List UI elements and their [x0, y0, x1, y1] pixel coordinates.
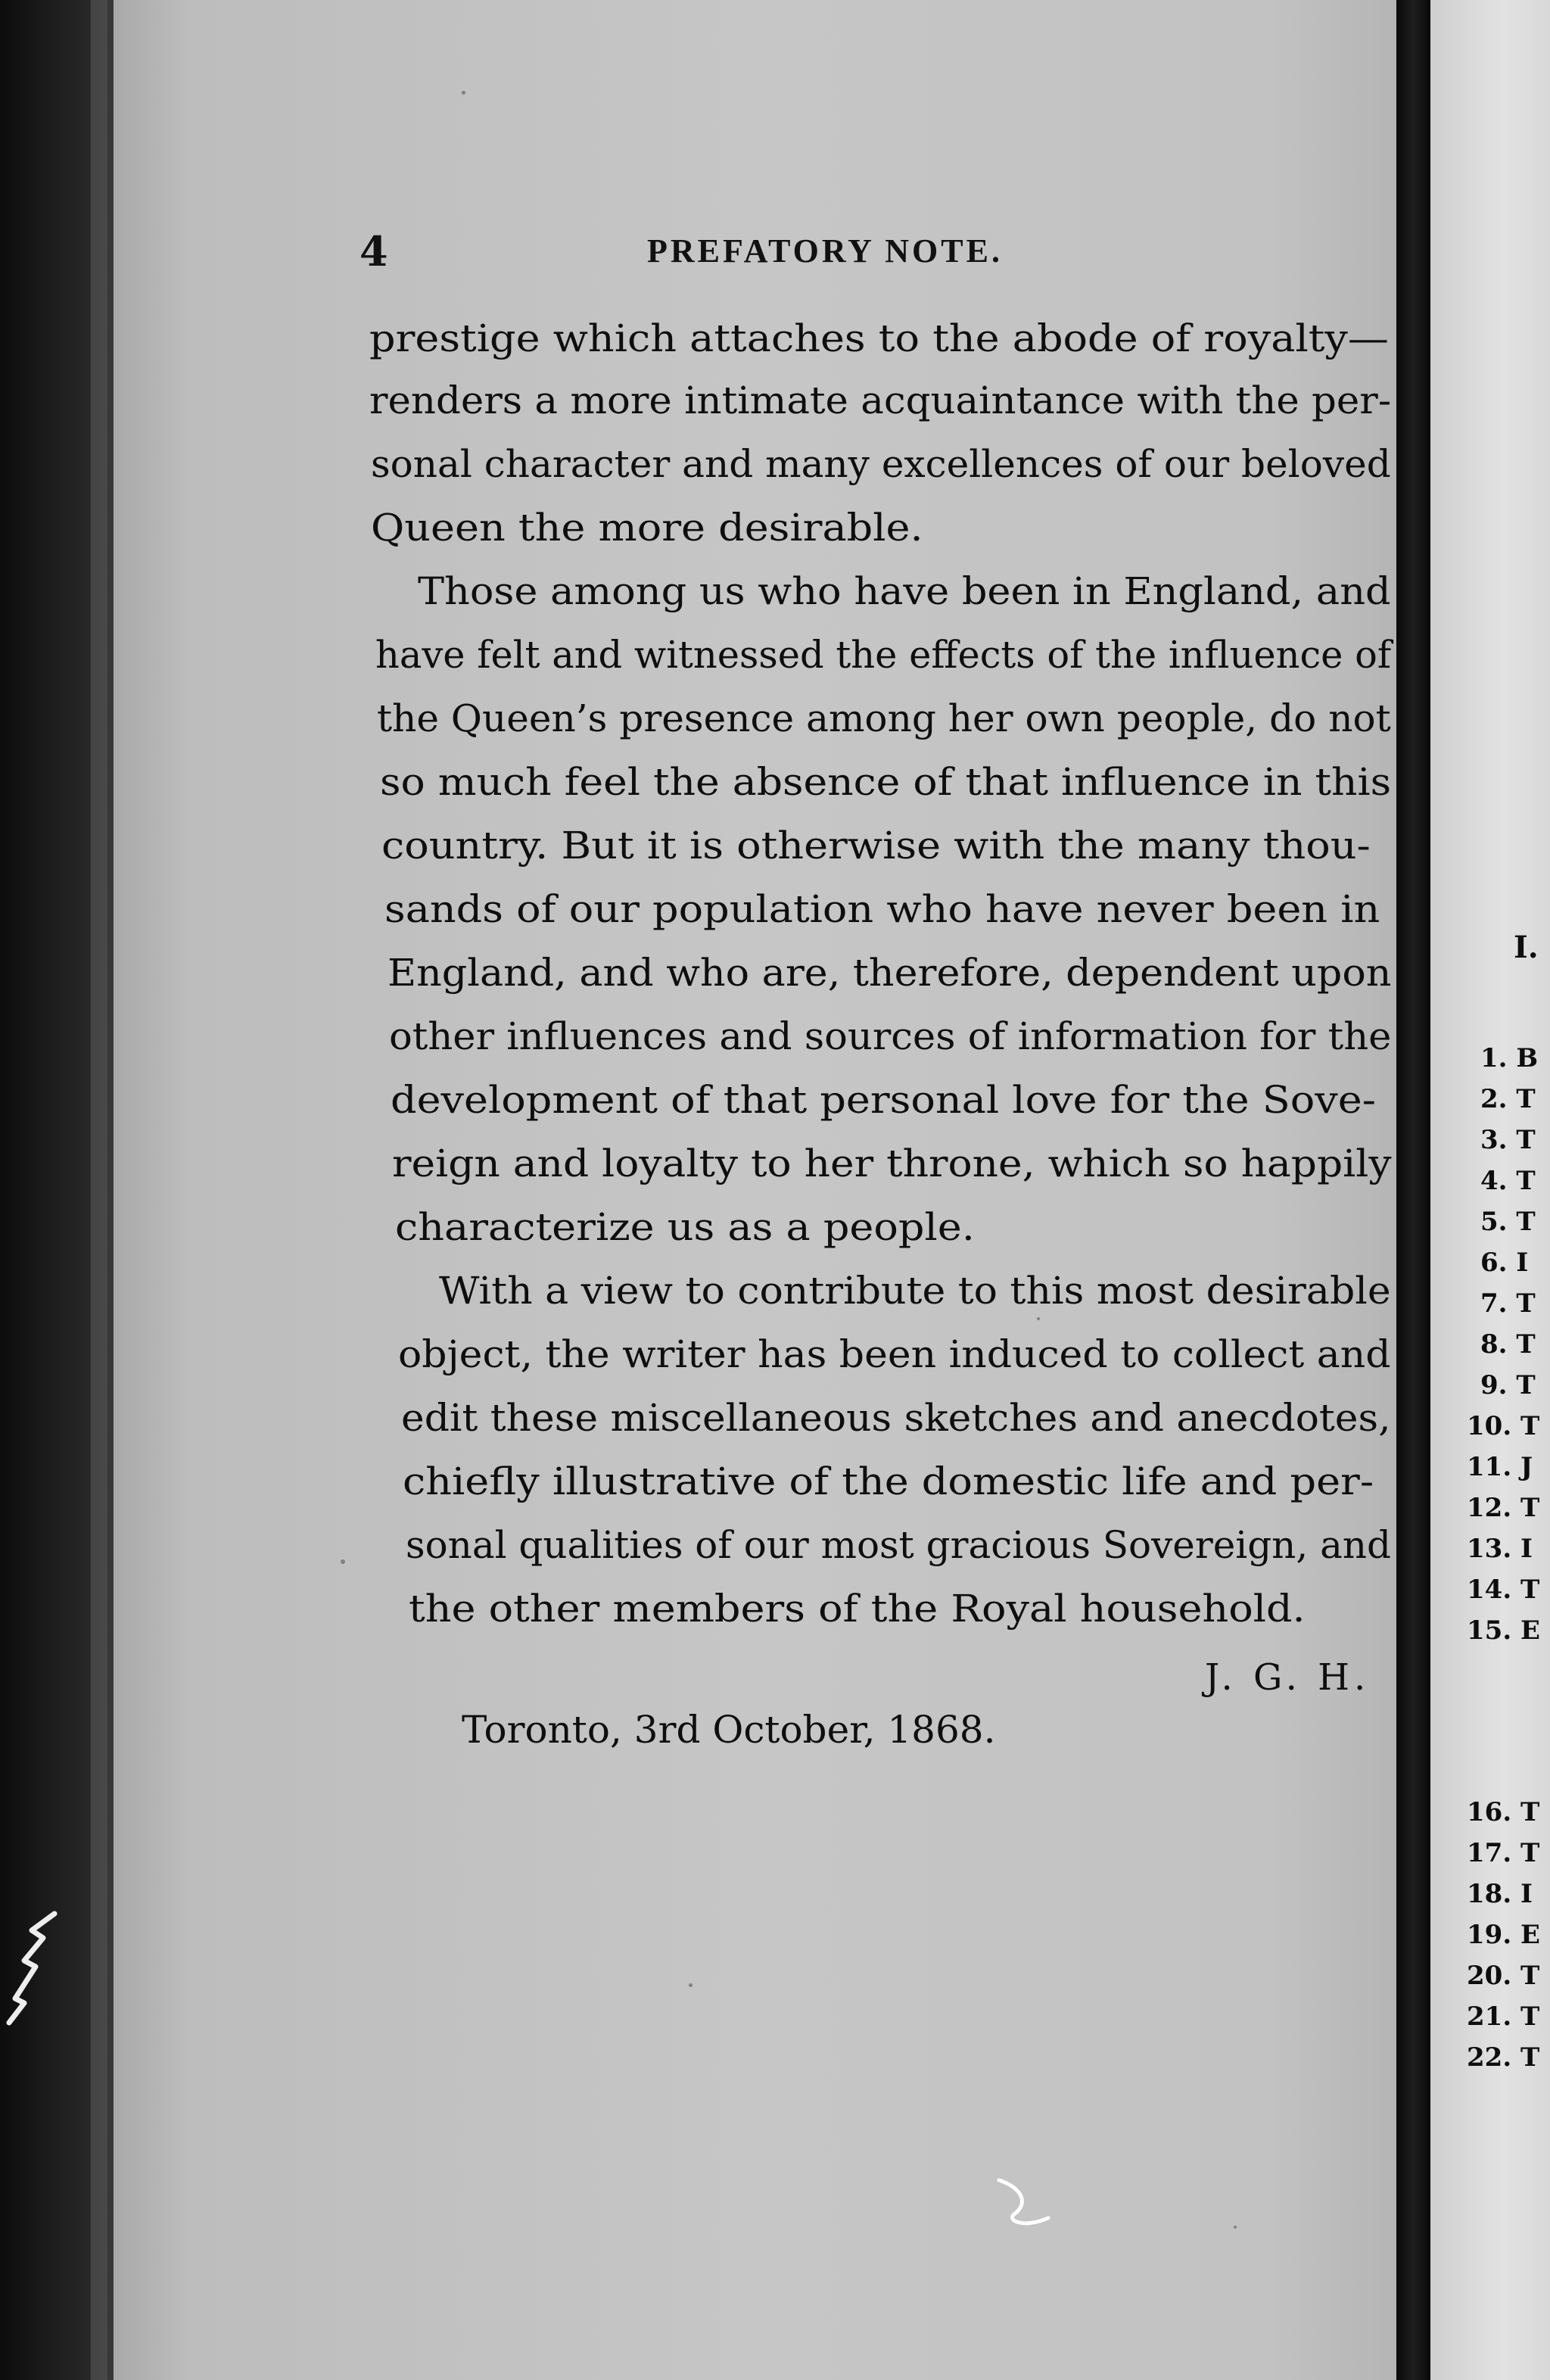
body-line: sands of our population who have never been in — [384, 887, 1380, 931]
adjacent-toc-entry: 8. T — [1480, 1329, 1536, 1360]
paper-speck — [462, 91, 465, 95]
body-line: the other members of the Royal household. — [409, 1587, 1306, 1631]
binding-highlight — [91, 0, 107, 2380]
paper-speck — [1037, 1317, 1040, 1320]
page-number: 4 — [359, 227, 388, 276]
body-line: characterize us as a people. — [395, 1205, 975, 1249]
adjacent-toc-entry: 3. T — [1480, 1125, 1536, 1155]
adjacent-toc-entry: 2. T — [1480, 1084, 1536, 1114]
body-line: the Queen’s presence among her own people, do not — [377, 696, 1391, 740]
body-line: country. But it is otherwise with the many thou- — [381, 824, 1371, 868]
body-line: With a view to contribute to this most desirable — [439, 1269, 1391, 1313]
body-line: development of that personal love for the Sove- — [391, 1078, 1377, 1122]
body-line: sonal character and many excellences of our beloved — [371, 442, 1391, 486]
paper-tear-mark — [2, 1908, 62, 2029]
adjacent-toc-entry: 18. I — [1467, 1879, 1533, 1909]
body-line: other influences and sources of information for the — [389, 1014, 1392, 1058]
adjacent-toc-entry: 20. T — [1467, 1961, 1540, 1991]
adjacent-toc-entry: 9. T — [1480, 1370, 1536, 1400]
body-line: sonal qualities of our most gracious Sovereign, and — [406, 1523, 1391, 1567]
paper-speck — [1234, 2226, 1237, 2229]
adjacent-toc-entry: 17. T — [1467, 1838, 1540, 1868]
body-line: reign and loyalty to her throne, which so happily — [392, 1142, 1392, 1185]
body-line: Queen the more desirable. — [371, 506, 923, 550]
running-head — [359, 227, 1404, 280]
body-line: renders a more intimate acquaintance with the per- — [369, 378, 1392, 422]
adjacent-toc-entry: 22. T — [1467, 2042, 1540, 2073]
adjacent-toc-entry: 13. I — [1467, 1534, 1533, 1564]
body-line: so much feel the absence of that influence in this — [380, 760, 1392, 804]
adjacent-toc-entry: 7. T — [1480, 1288, 1536, 1319]
body-line: object, the writer has been induced to collect and — [398, 1332, 1391, 1376]
adjacent-page-heading: I. — [1514, 930, 1539, 965]
body-line: England, and who are, therefore, dependent upon — [388, 951, 1392, 995]
author-initials: J. G. H. — [1205, 1656, 1371, 1699]
adjacent-toc-entry: 4. T — [1480, 1166, 1536, 1196]
adjacent-toc-entry: 6. I — [1480, 1248, 1529, 1278]
adjacent-toc-entry: 16. T — [1467, 1797, 1540, 1827]
body-line: have felt and witnessed the effects of the influence of — [375, 633, 1392, 677]
adjacent-toc-entry: 5. T — [1480, 1207, 1536, 1237]
adjacent-toc-entry: 14. T — [1467, 1575, 1540, 1605]
running-title: PREFATORY NOTE. — [647, 232, 1003, 269]
body-line: prestige which attaches to the abode of royalty— — [369, 316, 1389, 360]
page-gutter — [1396, 0, 1430, 2380]
adjacent-toc-entry: 12. T — [1467, 1493, 1540, 1523]
adjacent-toc-entry: 11. J — [1467, 1452, 1533, 1482]
paper-speck — [341, 1559, 345, 1564]
adjacent-toc-entry: 10. T — [1467, 1411, 1540, 1441]
body-line: Those among us who have been in England, and — [418, 569, 1391, 613]
adjacent-toc-entry: 15. E — [1467, 1615, 1540, 1646]
dateline: Toronto, 3rd October, 1868. — [462, 1708, 996, 1752]
adjacent-toc-entry: 21. T — [1467, 2002, 1540, 2032]
adjacent-toc-entry: 1. B — [1480, 1043, 1539, 1073]
adjacent-page-fragment — [1430, 0, 1550, 2380]
body-line: edit these miscellaneous sketches and anecdotes, — [401, 1396, 1391, 1440]
pencil-mark — [976, 2173, 1067, 2241]
paper-speck — [689, 1983, 693, 1987]
adjacent-toc-entry: 19. E — [1467, 1920, 1540, 1950]
body-line: chiefly illustrative of the domestic life and per- — [403, 1459, 1374, 1503]
